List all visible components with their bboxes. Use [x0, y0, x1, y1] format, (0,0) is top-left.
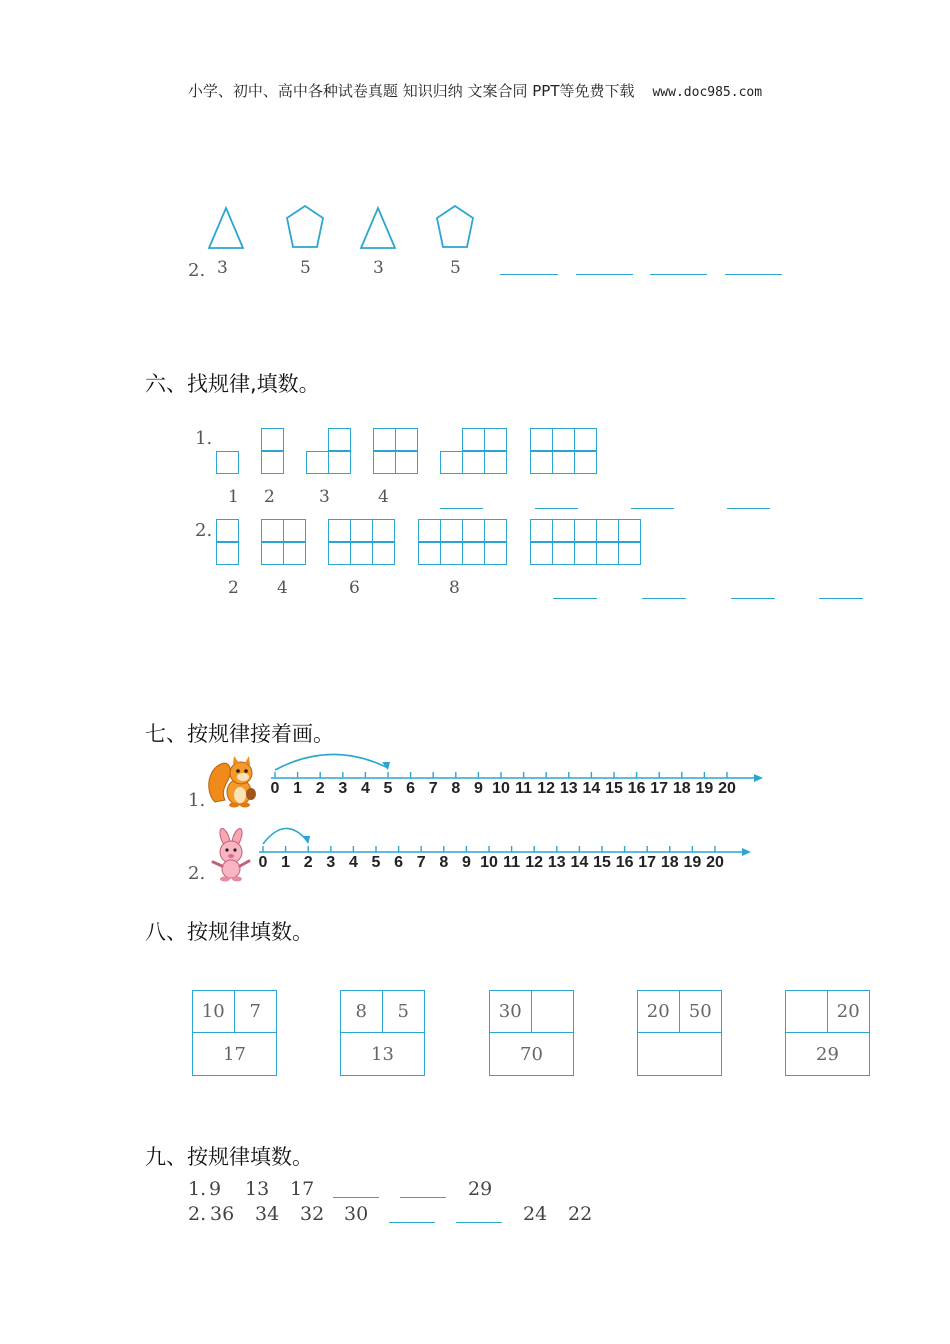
tick-label: 4 — [360, 780, 370, 797]
pattern-number: 8 — [449, 578, 460, 598]
box-bottom[interactable]: 29 — [816, 1043, 839, 1065]
section-title-6: 六、找规律,填数。 — [145, 372, 320, 396]
sequence-value: 24 — [523, 1203, 548, 1225]
box-top-right[interactable]: 5 — [383, 991, 425, 1033]
tick-label: 10 — [480, 854, 498, 871]
tick-label: 6 — [394, 854, 404, 871]
sequence-value: 29 — [468, 1178, 493, 1200]
box-top-left[interactable]: 20 — [638, 991, 680, 1033]
squirrel-icon — [203, 756, 261, 808]
box-top-left[interactable]: 8 — [341, 991, 383, 1033]
tick-label: 12 — [525, 854, 544, 871]
answer-blank[interactable] — [456, 1222, 502, 1223]
answer-blank[interactable] — [725, 274, 782, 275]
triangle-shape — [209, 208, 243, 248]
jump-arc — [275, 754, 388, 770]
tick-label: 2 — [315, 780, 325, 797]
sequence-value: 30 — [344, 1203, 369, 1225]
pattern-number: 4 — [277, 578, 288, 598]
sequence-value: 9 — [209, 1178, 222, 1200]
sequence-value: 13 — [245, 1178, 270, 1200]
answer-blank[interactable] — [819, 598, 863, 599]
answer-blank[interactable] — [731, 598, 775, 599]
tick-label: 4 — [348, 854, 358, 871]
answer-blank[interactable] — [389, 1222, 435, 1223]
box-top-left[interactable] — [786, 991, 828, 1033]
answer-blank[interactable] — [440, 508, 483, 509]
sequence-value: 17 — [290, 1178, 315, 1200]
box-top-right[interactable]: 50 — [680, 991, 722, 1033]
tick-label: 2 — [303, 854, 313, 871]
tick-label: 3 — [338, 780, 348, 797]
tick-label: 15 — [593, 854, 611, 871]
tick-label: 3 — [326, 854, 336, 871]
tick-label: 8 — [451, 780, 461, 797]
answer-blank[interactable] — [400, 1197, 446, 1198]
number-box — [192, 990, 277, 1076]
box-bottom[interactable]: 70 — [520, 1043, 543, 1065]
section-title-7: 七、按规律接着画。 — [145, 722, 334, 746]
pattern-number: 4 — [378, 487, 389, 507]
pattern-number: 3 — [319, 487, 330, 507]
part6-item1-label: 1. — [195, 428, 213, 449]
box-top-left[interactable]: 30 — [490, 991, 532, 1033]
pattern-number: 2 — [228, 578, 239, 598]
tick-label: 16 — [615, 854, 634, 871]
tick-label: 5 — [383, 780, 393, 797]
tick-label: 16 — [627, 780, 646, 797]
tick-label: 7 — [428, 780, 438, 797]
box-top-right[interactable]: 20 — [828, 991, 870, 1033]
part7-item2-label: 2. — [188, 863, 206, 884]
pattern-number: 6 — [349, 578, 360, 598]
answer-blank[interactable] — [553, 598, 597, 599]
tick-label: 20 — [706, 854, 724, 871]
part6-item2-label: 2. — [195, 520, 213, 541]
shape-number: 5 — [450, 258, 461, 278]
tick-label: 20 — [718, 780, 736, 797]
section-title-8: 八、按规律填数。 — [145, 920, 313, 944]
tick-label: 1 — [293, 780, 303, 797]
jump-arrowhead — [302, 836, 310, 844]
sequence-value: 32 — [300, 1203, 325, 1225]
tick-label: 13 — [559, 780, 578, 797]
tick-label: 15 — [605, 780, 623, 797]
pentagon-shape — [437, 206, 473, 247]
tick-label: 18 — [660, 854, 679, 871]
answer-blank[interactable] — [333, 1197, 379, 1198]
box-bottom[interactable] — [638, 1033, 721, 1075]
tick-label: 0 — [270, 780, 280, 797]
sequence-value: 34 — [255, 1203, 280, 1225]
jump-arc — [263, 828, 308, 844]
sequence-label: 2. — [188, 1203, 207, 1225]
sequence-value: 22 — [568, 1203, 593, 1225]
tick-label: 11 — [515, 780, 533, 797]
header-site: www.doc985.com — [652, 85, 763, 100]
box-top-left[interactable]: 10 — [193, 991, 235, 1033]
answer-blank[interactable] — [650, 274, 707, 275]
answer-blank[interactable] — [535, 508, 578, 509]
part5-item-label: 2. — [188, 260, 206, 281]
answer-blank[interactable] — [727, 508, 770, 509]
tick-label: 12 — [537, 780, 556, 797]
tick-label: 5 — [371, 854, 381, 871]
tick-label: 7 — [416, 854, 426, 871]
answer-blank[interactable] — [642, 598, 686, 599]
page-header — [0, 80, 950, 101]
answer-blank[interactable] — [631, 508, 674, 509]
box-top-right[interactable] — [532, 991, 574, 1033]
tick-label: 19 — [695, 780, 714, 797]
sequence-label: 1. — [188, 1178, 207, 1200]
axis-arrow — [754, 774, 763, 782]
pentagon-shape — [287, 206, 323, 247]
tick-label: 14 — [570, 854, 589, 871]
answer-blank[interactable] — [576, 274, 633, 275]
shape-number: 5 — [300, 258, 311, 278]
number-box — [340, 990, 425, 1076]
tick-label: 10 — [492, 780, 510, 797]
tick-label: 8 — [439, 854, 449, 871]
number-line-ticks — [271, 754, 763, 782]
box-top-right[interactable]: 7 — [235, 991, 277, 1033]
tick-label: 14 — [582, 780, 601, 797]
tick-label: 9 — [461, 854, 471, 871]
sequence-value: 36 — [210, 1203, 235, 1225]
answer-blank[interactable] — [500, 274, 558, 275]
part7-item1-label: 1. — [188, 790, 206, 811]
tick-label: 17 — [650, 780, 669, 797]
tick-label: 9 — [473, 780, 483, 797]
box-bottom[interactable]: 13 — [371, 1043, 394, 1065]
box-bottom[interactable]: 17 — [223, 1043, 246, 1065]
header-text: 小学、初中、高中各种试卷真题 知识归纳 文案合同 PPT等免费下载 — [187, 82, 635, 100]
triangle-shape — [361, 208, 395, 248]
number-line-ticks — [259, 828, 751, 856]
tick-label: 18 — [672, 780, 691, 797]
tick-label: 11 — [503, 854, 521, 871]
tick-label: 19 — [683, 854, 702, 871]
pattern-number: 2 — [264, 487, 275, 507]
pattern-number: 1 — [228, 487, 239, 507]
tick-label: 17 — [638, 854, 657, 871]
tick-label: 13 — [547, 854, 566, 871]
number-box — [785, 990, 870, 1076]
section-title-9: 九、按规律填数。 — [145, 1145, 313, 1169]
shape-number: 3 — [217, 258, 228, 278]
shapes-row — [205, 205, 485, 255]
tick-label: 1 — [281, 854, 291, 871]
shape-number: 3 — [373, 258, 384, 278]
tick-label: 6 — [406, 780, 416, 797]
number-box — [489, 990, 574, 1076]
axis-arrow — [742, 848, 751, 856]
tick-label: 0 — [258, 854, 268, 871]
number-box — [637, 990, 722, 1076]
